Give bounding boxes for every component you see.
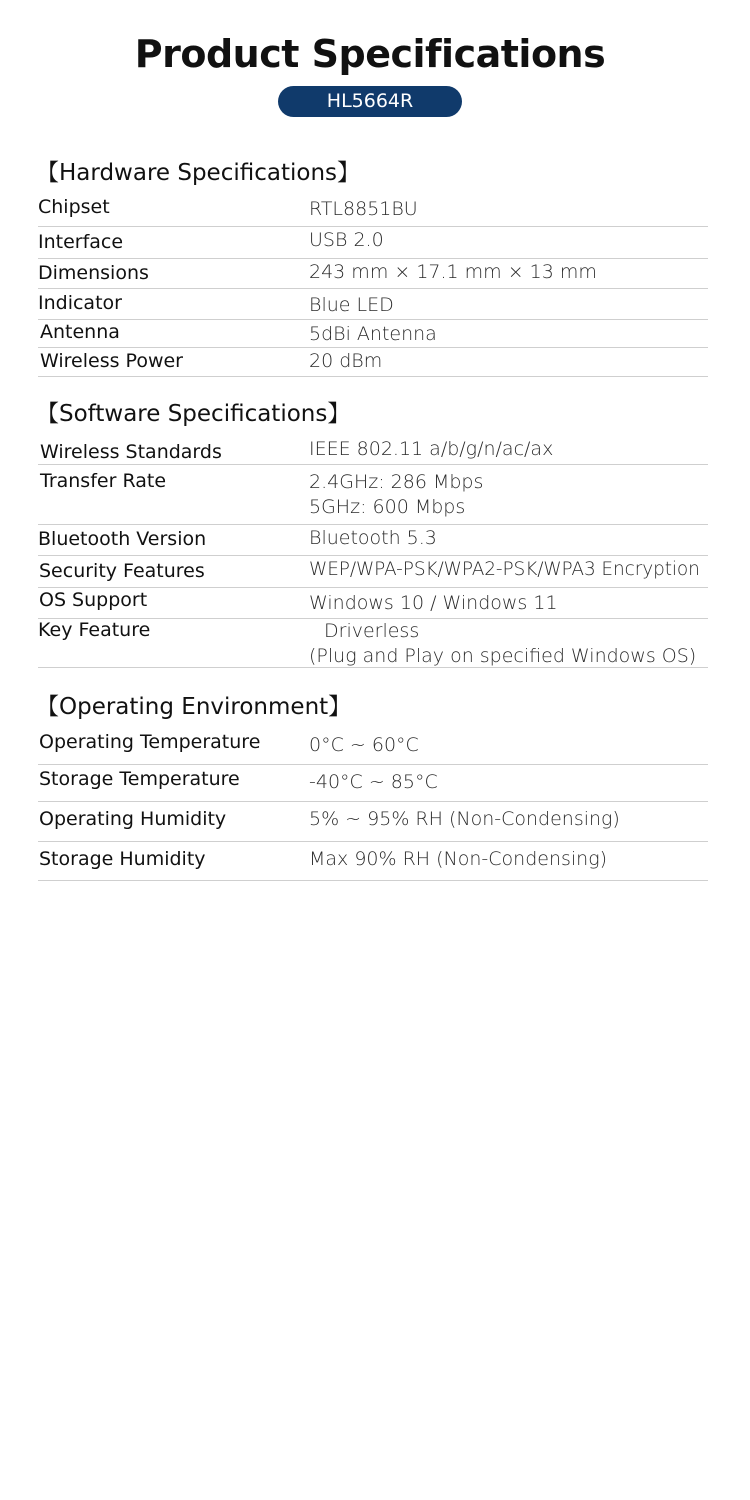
spec-value: USB 2.0 [309, 229, 384, 251]
spec-value-line: 2.4GHz: 286 Mbps [309, 471, 484, 493]
spec-row-transfer-rate [38, 465, 708, 525]
spec-value [309, 470, 483, 520]
spec-value: 243 mm × 17.1 mm × 13 mm [309, 261, 597, 283]
spec-value: 20 dBm [309, 350, 383, 372]
spec-value: IEEE 802.11 a/b/g/n/ac/ax [309, 438, 554, 460]
spec-value-line: Driverless [324, 620, 420, 642]
spec-label: Storage Humidity [39, 848, 206, 870]
spec-value-line: (Plug and Play on specified Windows OS) [309, 645, 697, 667]
spec-label: Indicator [38, 292, 122, 314]
spec-row-interface [38, 227, 708, 259]
spec-row-operating-humidity [38, 802, 708, 842]
model-badge: HL5664R [278, 86, 462, 117]
page-title: Product Specifications [134, 32, 606, 76]
spec-label: Interface [38, 231, 124, 253]
spec-row-wireless-power [38, 348, 708, 377]
spec-value: RTL8851BU [309, 198, 418, 220]
spec-row-storage-temperature [38, 765, 708, 802]
spec-value: Blue LED [309, 294, 394, 316]
spec-label: Wireless Standards [40, 441, 222, 463]
spec-row-storage-humidity [38, 842, 708, 881]
spec-row-bluetooth-version [38, 525, 708, 556]
spec-label: Operating Temperature [39, 731, 261, 753]
spec-row-key-feature [38, 619, 708, 668]
spec-value: -40°C ~ 85°C [309, 771, 438, 793]
spec-value: 5% ~ 95% RH (Non-Condensing) [309, 808, 620, 830]
spec-value [309, 619, 696, 669]
spec-label: Transfer Rate [40, 470, 167, 492]
spec-row-indicator [38, 289, 708, 320]
spec-label: Bluetooth Version [38, 528, 207, 550]
spec-value: 0°C ~ 60°C [309, 734, 419, 756]
hardware-section-heading: 【Hardware Specifications】 [36, 160, 361, 186]
spec-label: Storage Temperature [39, 768, 240, 790]
spec-row-antenna [38, 320, 708, 348]
spec-label: OS Support [39, 589, 148, 611]
software-section-heading: 【Software Specifications】 [36, 401, 351, 427]
spec-value: Windows 10 / Windows 11 [309, 592, 558, 614]
spec-value: Max 90% RH (Non-Condensing) [309, 848, 608, 870]
spec-value: 5dBi Antenna [309, 323, 437, 345]
spec-value: WEP/WPA-PSK/WPA2-PSK/WPA3 Encryption [309, 559, 700, 580]
spec-label: Wireless Power [40, 350, 183, 372]
spec-value-line: 5GHz: 600 Mbps [309, 496, 466, 518]
spec-label: Security Features [39, 560, 205, 582]
spec-label: Chipset [38, 196, 110, 218]
spec-row-security-features [38, 556, 708, 588]
spec-label: Operating Humidity [39, 808, 227, 830]
spec-row-chipset [38, 194, 708, 227]
spec-label: Dimensions [38, 262, 149, 284]
spec-row-operating-temperature [38, 727, 708, 765]
environment-section-heading: 【Operating Environment】 [36, 694, 352, 720]
spec-value: Bluetooth 5.3 [309, 527, 437, 549]
spec-row-os-support [38, 588, 708, 619]
spec-row-dimensions [38, 259, 708, 289]
spec-label: Antenna [40, 321, 120, 343]
spec-row-wireless-standards [38, 437, 708, 465]
spec-label: Key Feature [38, 619, 151, 641]
